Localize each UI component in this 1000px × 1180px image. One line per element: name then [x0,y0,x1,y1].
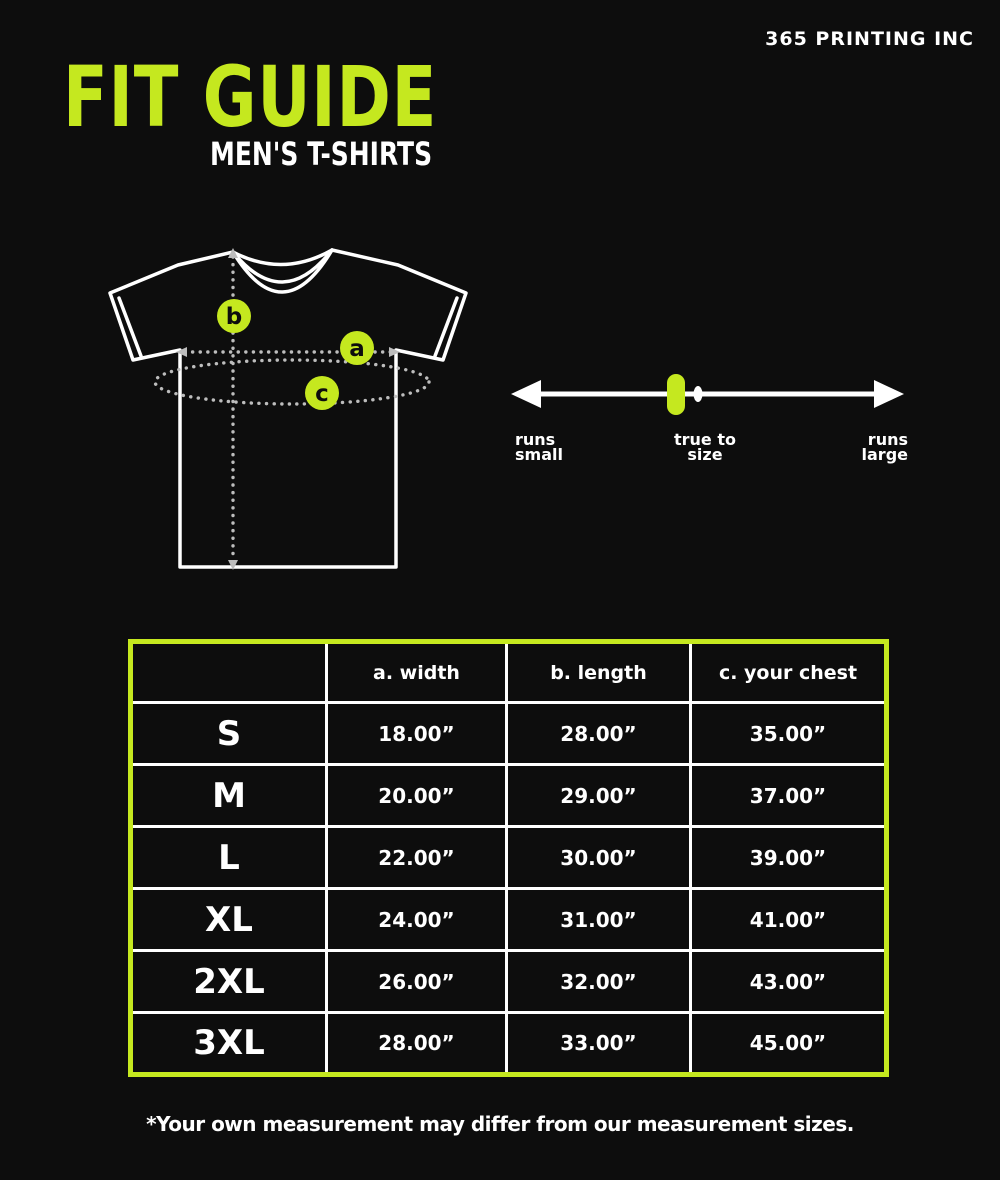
page-title: FIT GUIDE [63,48,438,146]
chest-cell: 35.00” [691,703,887,765]
table-row [131,703,887,765]
scale-label-runs-large [862,432,908,462]
length-cell: 33.00” [507,1013,691,1075]
footnote: *Your own measurement may differ from our measurement sizes. [146,1112,854,1136]
scale-label-line: large [861,445,908,464]
arrow-right-icon [874,380,904,408]
marker-c [305,376,339,410]
fit-scale [505,358,910,473]
scale-indicator [667,374,685,415]
header-width: a. width [327,642,507,703]
scale-label-line: small [515,445,563,464]
width-cell: 24.00” [327,889,507,951]
length-cell: 31.00” [507,889,691,951]
scale-label-line: runs [867,430,908,449]
width-cell: 18.00” [327,703,507,765]
size-table [128,639,889,1077]
size-cell: L [131,827,327,889]
width-cell: 26.00” [327,951,507,1013]
table-row [131,951,887,1013]
size-cell: M [131,765,327,827]
size-cell: S [131,703,327,765]
length-cell: 28.00” [507,703,691,765]
scale-label-line: true to [674,430,736,449]
table-row [131,765,887,827]
table-row [131,827,887,889]
scale-label-line: runs [515,430,556,449]
table-row [131,889,887,951]
length-cell: 30.00” [507,827,691,889]
length-cell: 29.00” [507,765,691,827]
chest-cell: 41.00” [691,889,887,951]
size-cell: XL [131,889,327,951]
chest-cell: 43.00” [691,951,887,1013]
tshirt-outline-icon [110,250,466,567]
chest-cell: 45.00” [691,1013,887,1075]
measurement-lines [155,257,429,561]
width-cell: 22.00” [327,827,507,889]
chest-cell: 37.00” [691,765,887,827]
marker-b [217,299,251,333]
chest-ellipse-c [155,360,429,404]
tshirt-diagram [100,240,472,580]
size-cell: 3XL [131,1013,327,1075]
scale-tick-dot [694,386,703,402]
table-header-row [131,642,887,703]
page-subtitle: MEN'S T-SHIRTS [210,135,433,173]
table-row [131,1013,887,1075]
header-chest: c. your chest [691,642,887,703]
arrow-left-icon [511,380,541,408]
measurement-arrowheads [176,248,400,570]
marker-c-label: c [315,381,329,407]
width-cell: 28.00” [327,1013,507,1075]
header-size [131,642,327,703]
fit-scale-arrow [505,358,910,430]
brand-name: 365 PRINTING INC [765,28,974,50]
marker-a [340,331,374,365]
scale-label-runs-small [515,432,563,462]
size-cell: 2XL [131,951,327,1013]
header-length: b. length [507,642,691,703]
scale-label-line: size [687,445,723,464]
scale-label-true-to-size [645,432,765,462]
marker-a-label: a [349,336,365,362]
marker-b-label: b [225,304,243,330]
width-cell: 20.00” [327,765,507,827]
chest-cell: 39.00” [691,827,887,889]
length-cell: 32.00” [507,951,691,1013]
